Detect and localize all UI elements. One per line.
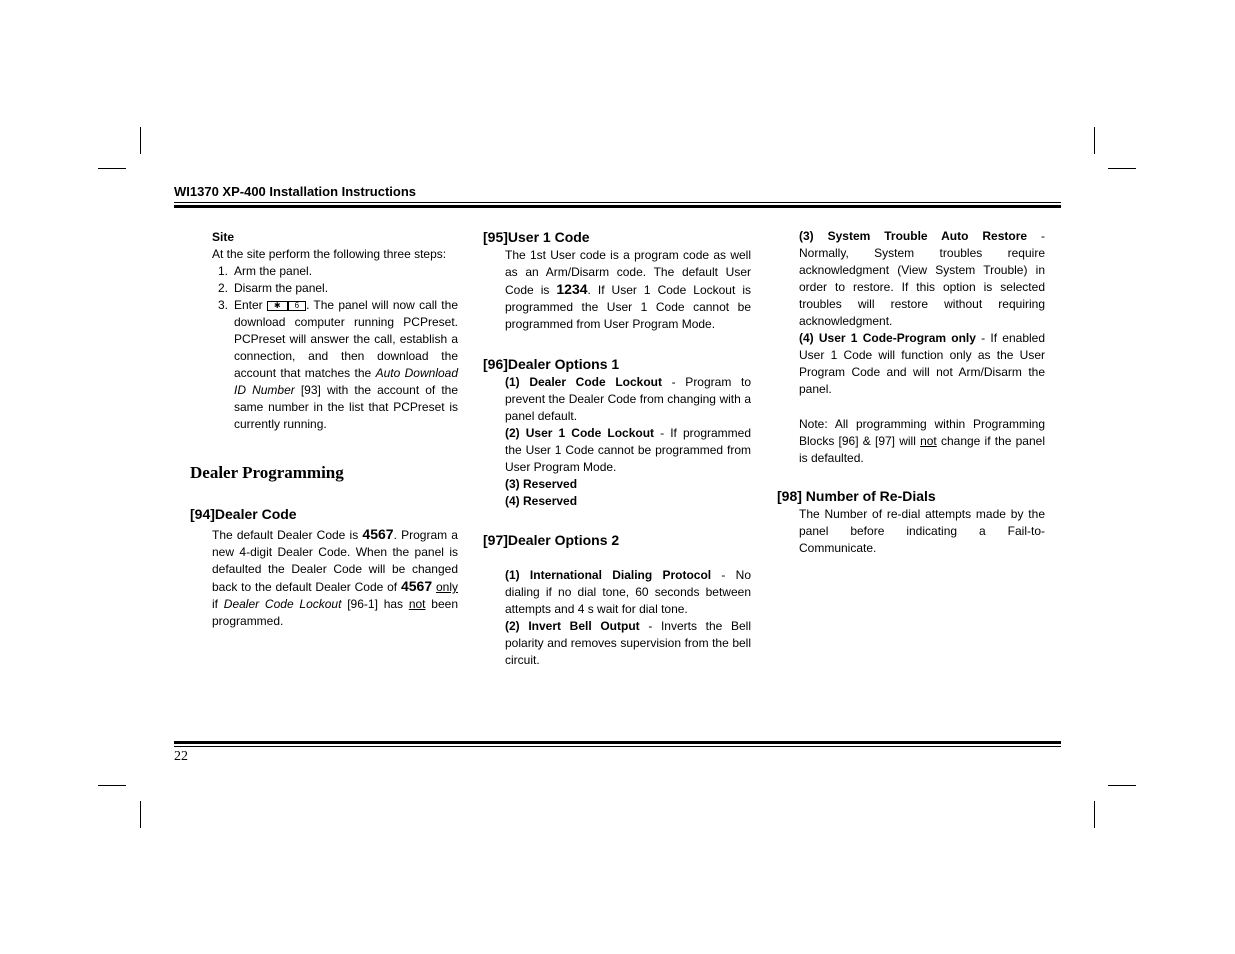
footer-rule-thin bbox=[174, 746, 1061, 747]
dealer-options-1-body bbox=[505, 374, 751, 510]
list-item: (2) Invert Bell Output - Inverts the Bell polarity and removes supervision from the bell circuit. bbox=[505, 619, 751, 667]
crop-mark-br-v bbox=[1094, 801, 1095, 828]
user1-code-body: The 1st User code is a program code as well as an Arm/Disarm code. The default User Code is 1234. If User 1 Code Lockout is programmed the User 1 Code cannot be programmed from User Program Mode. bbox=[505, 248, 751, 331]
note-text: Note: All programming within Programming Blocks [96] & [97] will not change if the panel is defaulted. bbox=[799, 417, 1045, 465]
document-header-title: WI1370 XP-400 Installation Instructions bbox=[174, 184, 417, 199]
page-number: 22 bbox=[174, 749, 188, 764]
dealer-programming-title: Dealer Programming bbox=[190, 463, 344, 482]
asterisk-key-icon: ✱ bbox=[267, 301, 288, 311]
redials-heading: [98] Number of Re-Dials bbox=[777, 488, 936, 504]
list-item: (4) Reserved bbox=[505, 494, 578, 508]
list-item: (3) Reserved bbox=[505, 477, 578, 491]
left-column bbox=[212, 229, 458, 433]
list-item: (1) Dealer Code Lockout - Program to prevent the Dealer Code from changing with a panel default. bbox=[505, 375, 751, 423]
crop-mark-tl-v bbox=[140, 127, 141, 154]
header-rule-thick bbox=[174, 205, 1061, 208]
site-intro: At the site perform the following three steps: bbox=[212, 247, 447, 261]
list-item: (2) User 1 Code Lockout - If programmed the User 1 Code cannot be programmed from User Program Mode. bbox=[505, 426, 751, 474]
right-options-body bbox=[799, 228, 1045, 398]
crop-mark-tr-h bbox=[1108, 168, 1136, 169]
list-item: 2. Disarm the panel. bbox=[218, 281, 329, 295]
dealer-code-heading: [94]Dealer Code bbox=[190, 506, 297, 522]
dealer-code-body: The default Dealer Code is 4567. Program a new 4-digit Dealer Code. When the panel is defaulted the Dealer Code will be changed back to the default Dealer Code of 4567 only if Dealer Code Lockout [96-1] has not been programmed. bbox=[212, 526, 458, 628]
crop-mark-br-h bbox=[1108, 785, 1136, 786]
crop-mark-tl-h bbox=[98, 168, 126, 169]
site-steps-list bbox=[212, 263, 458, 433]
user1-code-heading: [95]User 1 Code bbox=[483, 229, 590, 245]
list-item: 3. Enter ✱ 6 . The panel will now call the download computer running PCPreset. PCPreset will answer the call, establish a connection, and then download the account that matches the Auto Download ID Number [93] with the account of the same number in the list that PCPreset is currently running. bbox=[218, 298, 459, 431]
list-item: 1. Arm the panel. bbox=[218, 264, 313, 278]
crop-mark-bl-h bbox=[98, 785, 126, 786]
dealer-options-2-heading: [97]Dealer Options 2 bbox=[483, 532, 620, 548]
dealer-options-1-heading: [96]Dealer Options 1 bbox=[483, 356, 620, 372]
header-rule-thin bbox=[174, 202, 1061, 203]
list-item: (1) International Dialing Protocol - No dialing if no dial tone, 60 seconds between attempts and 4 s wait for dial tone. bbox=[505, 568, 752, 616]
crop-mark-tr-v bbox=[1094, 127, 1095, 154]
six-key-icon: 6 bbox=[288, 301, 306, 311]
dealer-options-2-body bbox=[505, 567, 751, 669]
list-item: (4) User 1 Code-Program only - If enabled User 1 Code will function only as the User Program Code and will not Arm/Disarm the panel. bbox=[799, 331, 1046, 396]
crop-mark-bl-v bbox=[140, 801, 141, 828]
site-heading: Site bbox=[212, 230, 235, 244]
redials-body: The Number of re-dial attempts made by the panel before indicating a Fail-to-Communicate. bbox=[799, 507, 1045, 555]
footer-rule-thick bbox=[174, 741, 1061, 744]
list-item: (3) System Trouble Auto Restore - Normally, System troubles require acknowledgment (View System Trouble) in order to restore. If this option is selected troubles will restore without requiring acknowledgment. bbox=[799, 229, 1045, 328]
